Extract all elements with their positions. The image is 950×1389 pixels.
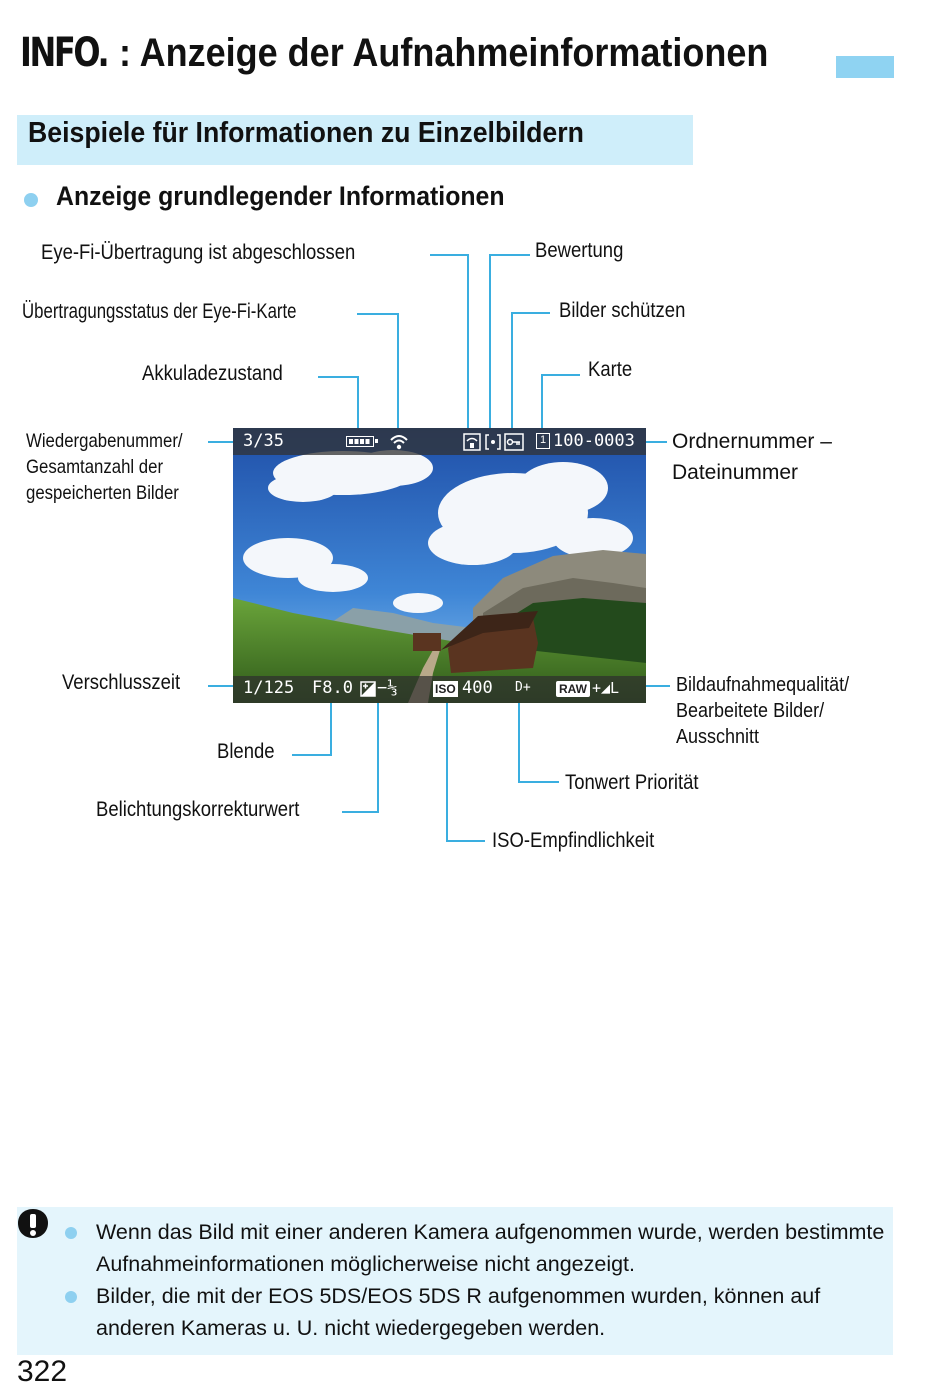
line-eyefi-done: [430, 255, 468, 432]
rating-icon: [484, 433, 502, 451]
label-iso: ISO-Empfindlichkeit: [492, 829, 655, 852]
line-rating: [490, 255, 530, 432]
label-tone: Tonwert Priorität: [565, 771, 699, 794]
info-button-icon: INFO.: [20, 30, 108, 76]
label-folder-line2: Dateinummer: [672, 461, 799, 484]
line-iso: [447, 700, 485, 841]
line-exposure: [342, 700, 378, 812]
label-shutter: Verschlusszeit: [62, 671, 181, 694]
line-card: [542, 375, 580, 432]
exposure-comp-icon: [360, 681, 376, 697]
caution-icon: [16, 1207, 50, 1241]
card-icon: 1: [536, 433, 550, 449]
label-playback: [26, 428, 183, 506]
page-title-text: : Anzeige der Aufnahmeinformationen: [119, 31, 769, 75]
iso-value: 400: [462, 678, 493, 698]
line-aperture: [292, 700, 331, 755]
label-playback-line2: Gesamtanzahl der: [26, 456, 164, 478]
note-bullet-1: [65, 1227, 77, 1239]
label-folder: [672, 426, 832, 488]
page-number: 322: [17, 1355, 68, 1388]
label-eyefi-done: Eye-Fi-Übertragung ist abgeschlossen: [41, 241, 356, 264]
iso-badge: ISO: [435, 682, 456, 696]
wifi-icon: [389, 432, 409, 452]
label-rating: Bewertung: [535, 239, 624, 262]
label-eyefi-status: Übertragungsstatus der Eye-Fi-Karte: [22, 300, 297, 323]
battery-icon: [346, 436, 374, 447]
tone-priority: D+: [515, 680, 531, 695]
raw-badge: RAW: [556, 681, 590, 697]
section-heading: Beispiele für Informationen zu Einzelbildern: [28, 117, 584, 149]
label-quality: [676, 672, 849, 750]
note-item-1: Wenn das Bild mit einer anderen Kamera aufgenommen wurde, werden bestimmte Aufnahmeinformationen möglicherweise nicht angezeigt.: [96, 1220, 885, 1276]
label-card: Karte: [588, 358, 633, 381]
label-quality-line1: Bildaufnahmequalität/: [676, 674, 850, 696]
label-playback-line1: Wiedergabenummer/: [26, 430, 183, 452]
label-aperture: Blende: [217, 740, 275, 763]
eyefi-transferred-icon: [463, 433, 481, 451]
note-bullet-2: [65, 1291, 77, 1303]
label-playback-line3: gespeicherten Bilder: [26, 482, 179, 504]
label-exposure-comp: Belichtungskorrekturwert: [96, 798, 300, 821]
folder-file-number: 100-0003: [553, 431, 635, 451]
label-battery: Akkuladezustand: [142, 362, 283, 385]
line-eyefi-status: [357, 314, 398, 432]
line-protect: [512, 313, 550, 432]
protect-key-icon: [504, 433, 524, 451]
sub-heading: Anzeige grundlegender Informationen: [56, 181, 505, 211]
shutter-speed: 1/125: [243, 678, 295, 698]
landscape-photo: [233, 428, 646, 703]
note-item-2: Bilder, die mit der EOS 5DS/EOS 5DS R aufgenommen wurden, können auf anderen Kameras u. U. nicht wiedergegeben werden.: [96, 1284, 821, 1340]
line-tone: [519, 700, 559, 782]
line-battery: [318, 377, 358, 432]
exposure-comp-value: −⅓: [377, 678, 398, 698]
aperture-value: F8.0: [312, 678, 353, 698]
label-folder-line1: Ordnernummer –: [672, 430, 832, 453]
playback-count: 3/35: [243, 431, 284, 451]
camera-screen: [233, 428, 646, 703]
label-quality-line3: Ausschnitt: [676, 726, 760, 748]
quality-suffix: +◢L: [592, 679, 620, 697]
label-quality-line2: Bearbeitete Bilder/: [676, 700, 825, 722]
label-protect: Bilder schützen: [559, 299, 686, 322]
